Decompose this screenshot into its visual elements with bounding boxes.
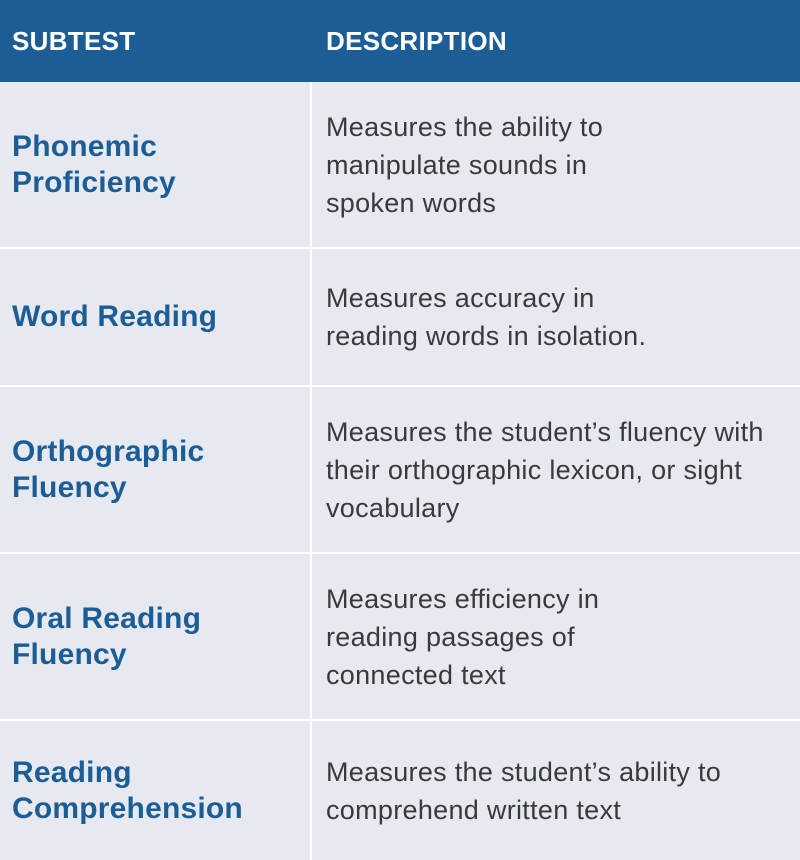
description-cell	[312, 249, 800, 387]
subtest-name: Phonemic Proficiency	[12, 129, 176, 199]
subtest-cell	[0, 554, 312, 721]
description-cell	[312, 82, 800, 249]
description-cell	[312, 721, 800, 860]
subtest-cell	[0, 721, 312, 860]
subtest-name: Orthographic Fluency	[12, 434, 205, 504]
subtest-name: Oral Reading Fluency	[12, 601, 202, 671]
subtest-cell	[0, 249, 312, 387]
header-subtest	[0, 0, 312, 82]
header-description-label: DESCRIPTION	[326, 25, 507, 56]
header-description	[312, 0, 800, 82]
subtest-name: Word Reading	[12, 300, 218, 333]
subtest-cell	[0, 387, 312, 554]
description-cell	[312, 387, 800, 554]
subtest-cell	[0, 82, 312, 249]
subtest-description: Measures the student’s ability to comprehend written text	[326, 756, 722, 825]
description-cell	[312, 554, 800, 721]
subtest-name: Reading Comprehension	[12, 755, 243, 825]
subtest-description: Measures accuracy in reading words in isolation.	[326, 283, 647, 351]
subtest-description: Measures the ability to manipulate sounds in spoken words	[326, 111, 604, 218]
subtest-description: Measures efficiency in reading passages of connected text	[326, 583, 600, 690]
header-subtest-label: SUBTEST	[12, 25, 136, 56]
subtest-description: Measures the student’s fluency with their orthographic lexicon, or sight vocabulary	[326, 416, 764, 523]
